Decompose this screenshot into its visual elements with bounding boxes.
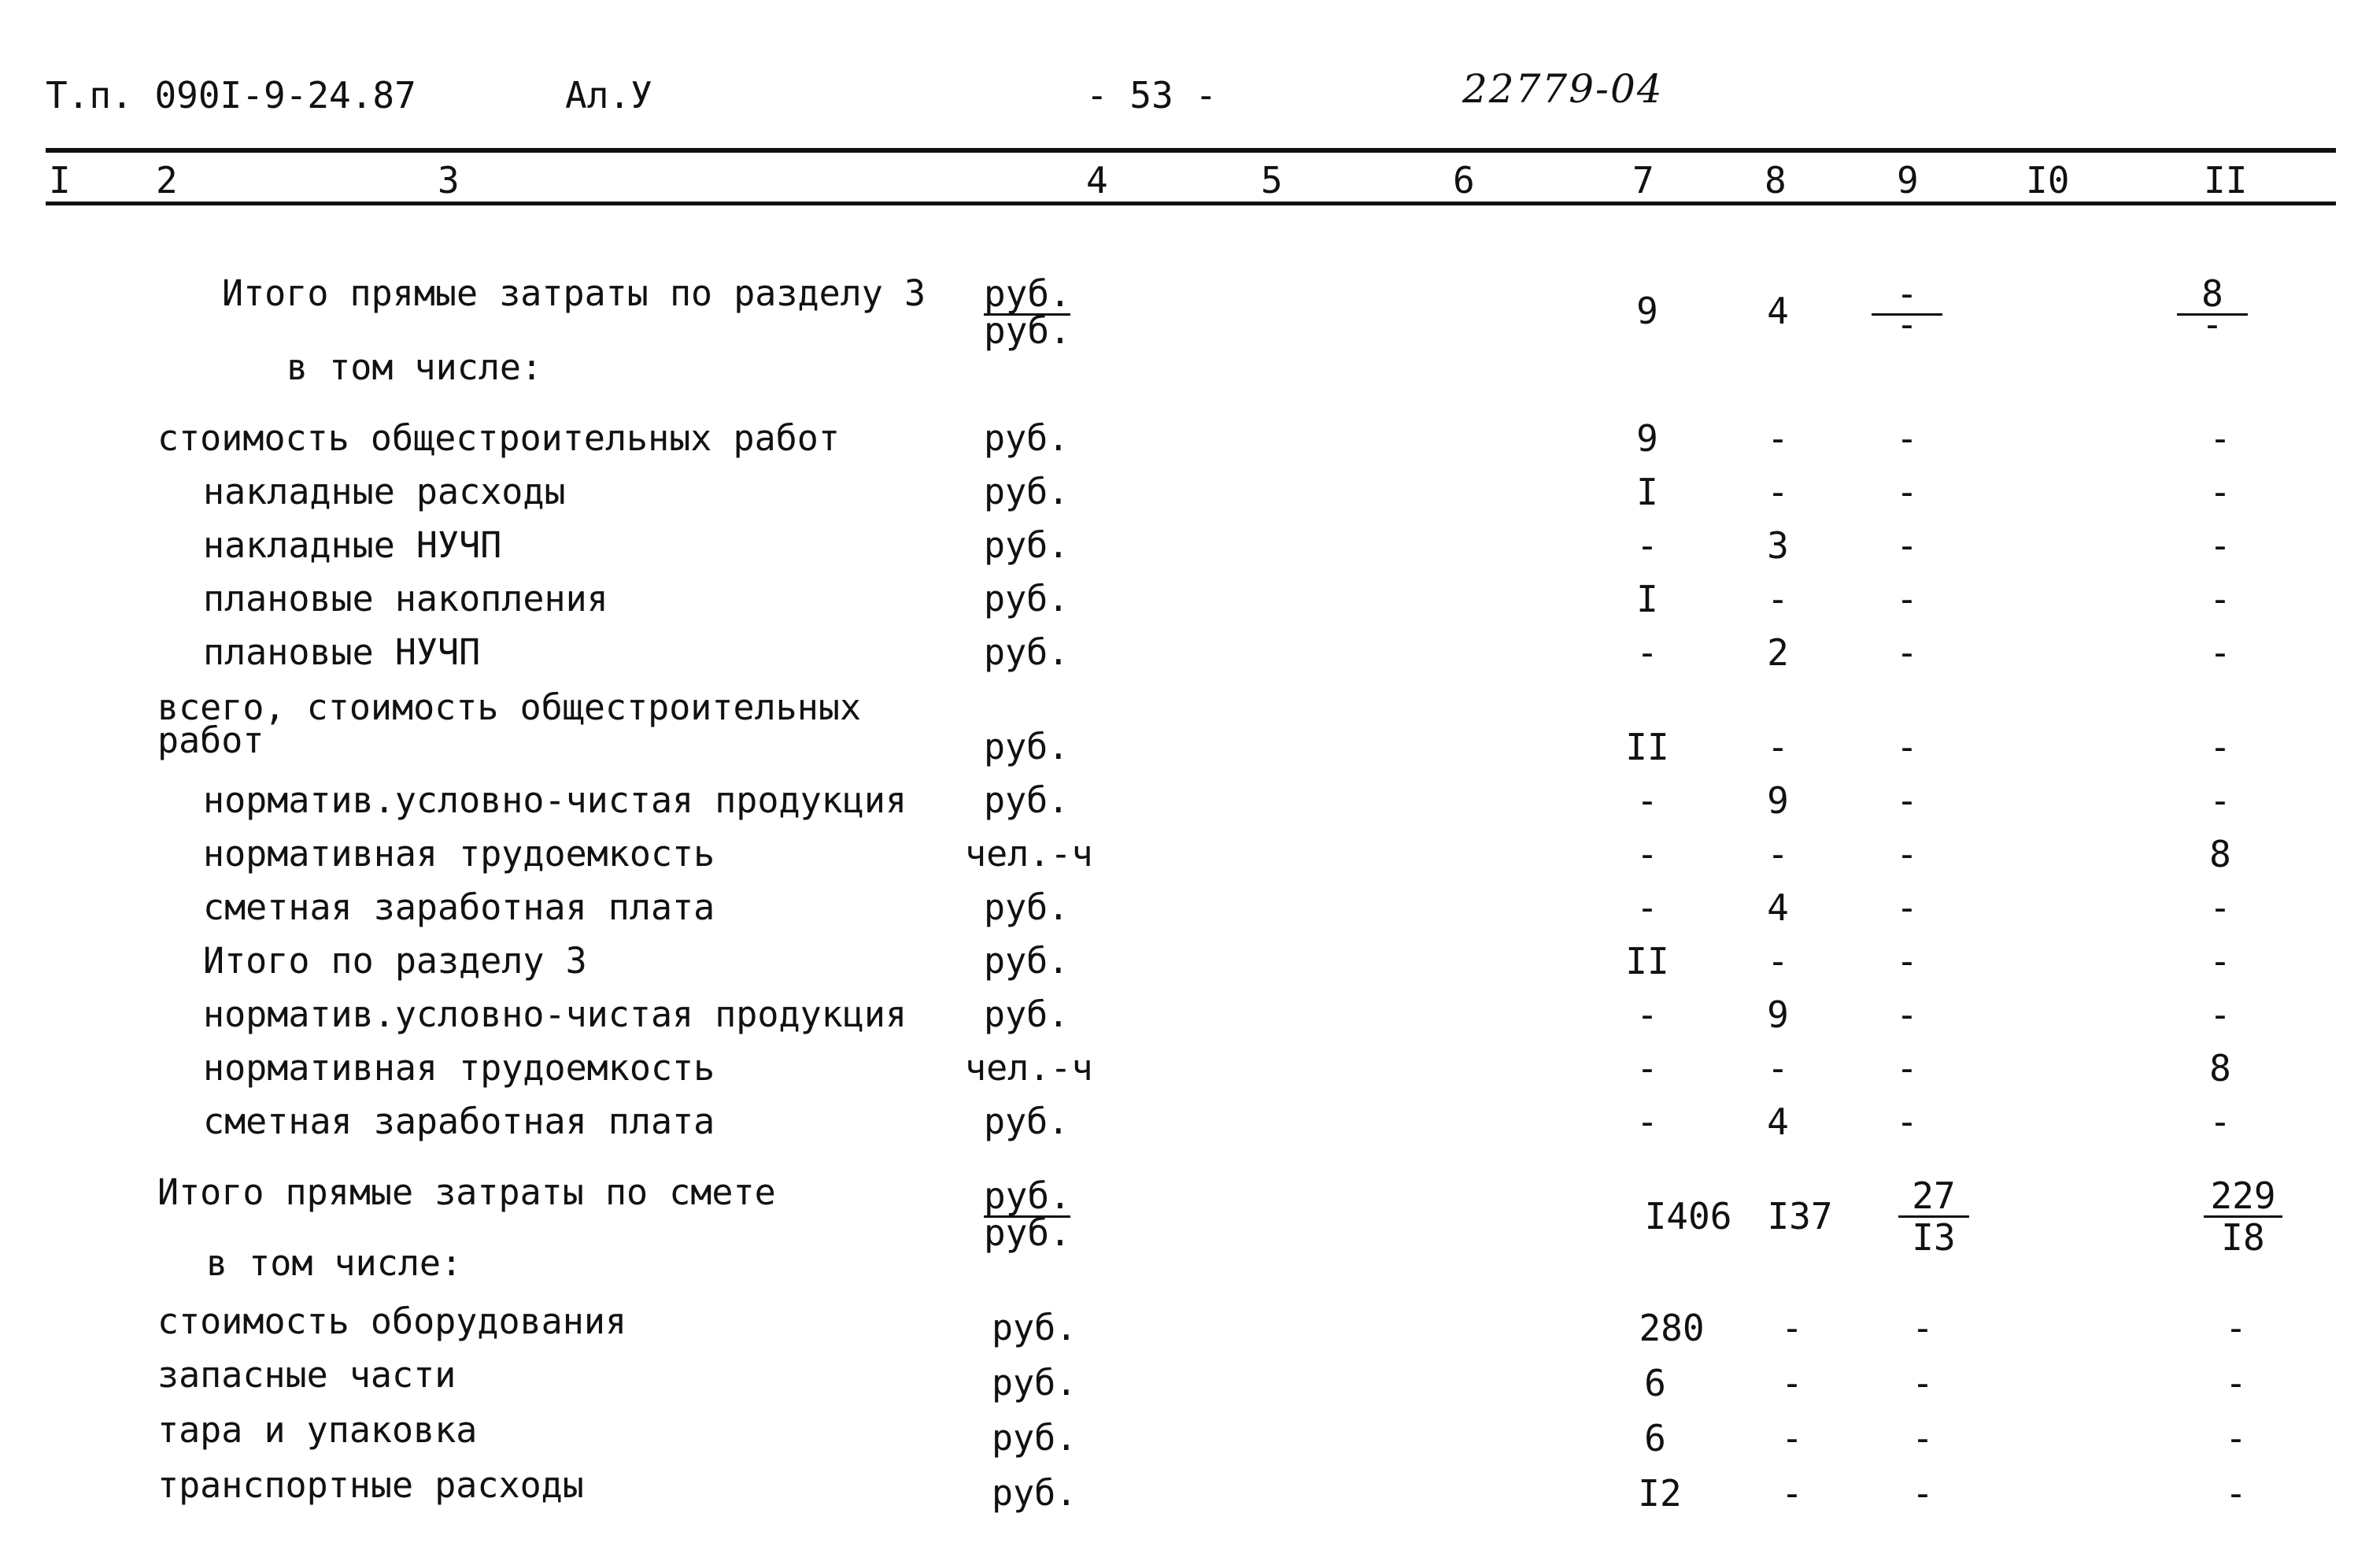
cell-col8: - bbox=[1767, 471, 1789, 513]
cell-col9: - bbox=[1896, 1047, 1918, 1089]
unit-denominator: руб. bbox=[984, 309, 1071, 352]
row-label: накладные НУЧП bbox=[203, 524, 502, 566]
cell-col9-numerator: - bbox=[1872, 276, 1942, 316]
page-number: - 53 - bbox=[1086, 74, 1218, 117]
cell-col8: 4 bbox=[1767, 290, 1789, 332]
column-number-6: 6 bbox=[1453, 159, 1475, 202]
cell-col8: - bbox=[1781, 1362, 1803, 1404]
cell-col7: 9 bbox=[1636, 417, 1658, 460]
row-label: Итого прямые затраты по разделу 3 bbox=[222, 272, 926, 314]
header-rule-bottom bbox=[46, 202, 2336, 205]
column-number-7: 7 bbox=[1632, 159, 1654, 202]
column-number-3: 3 bbox=[438, 159, 460, 202]
cell-col7: - bbox=[1636, 524, 1658, 567]
cell-col9-denominator: I3 bbox=[1912, 1216, 1956, 1259]
unit-denominator: руб. bbox=[984, 1211, 1071, 1254]
row-label: плановые НУЧП bbox=[203, 631, 481, 673]
row-unit: руб. bbox=[992, 1362, 1077, 1404]
row-label: тара и упаковка bbox=[157, 1409, 478, 1451]
header-rule-top bbox=[46, 148, 2336, 153]
cell-col8: 3 bbox=[1767, 524, 1789, 567]
row-unit: чел.-ч bbox=[965, 1047, 1093, 1089]
cell-col7: 280 bbox=[1639, 1307, 1705, 1349]
cell-col8: I37 bbox=[1767, 1195, 1833, 1237]
cell-col11: 8 bbox=[2209, 833, 2231, 875]
cell-col9: - bbox=[1912, 1307, 1934, 1349]
cell-col7: I bbox=[1636, 471, 1658, 513]
row-label: всего, стоимость общестроительных bbox=[157, 686, 862, 728]
handwritten-number: 22779-04 bbox=[1462, 66, 1664, 112]
cell-col8: 9 bbox=[1767, 779, 1789, 822]
cell-col11: - bbox=[2209, 940, 2231, 982]
cell-col9: - bbox=[1896, 940, 1918, 982]
cell-col7: - bbox=[1636, 886, 1658, 929]
cell-col8: - bbox=[1767, 417, 1789, 460]
row-unit: руб. bbox=[984, 1100, 1070, 1142]
album-label: Ал.У bbox=[565, 74, 652, 117]
cell-col9: - bbox=[1912, 1362, 1934, 1404]
cell-col9: - bbox=[1896, 471, 1918, 513]
row-unit: руб. bbox=[992, 1307, 1077, 1348]
row-label: Итого по разделу 3 bbox=[203, 940, 587, 982]
cell-col11: - bbox=[2209, 524, 2231, 567]
cell-col7: 9 bbox=[1636, 290, 1658, 332]
cell-col8: - bbox=[1781, 1307, 1803, 1349]
row-label: транспортные расходы bbox=[157, 1464, 584, 1506]
row-unit: руб. bbox=[984, 471, 1070, 512]
cell-col7: I406 bbox=[1644, 1195, 1732, 1237]
cell-col9: - bbox=[1896, 417, 1918, 460]
row-unit: руб. bbox=[984, 779, 1070, 821]
unit-numerator: руб. bbox=[984, 272, 1071, 315]
cell-col7: 6 bbox=[1644, 1417, 1666, 1459]
row-label: сметная заработная плата bbox=[203, 1100, 715, 1142]
column-number-2: 2 bbox=[156, 159, 178, 202]
row-label: сметная заработная плата bbox=[203, 886, 715, 928]
cell-col11-fraction bbox=[2177, 272, 2248, 346]
column-number-8: 8 bbox=[1765, 159, 1787, 202]
cell-col11-numerator: 229 bbox=[2204, 1178, 2282, 1218]
cell-col9: - bbox=[1912, 1472, 1934, 1515]
row-label: в том числе: bbox=[206, 1242, 463, 1284]
row-label: плановые накопления bbox=[203, 578, 608, 620]
row-label: Итого прямые затраты по смете bbox=[157, 1171, 776, 1213]
cell-col9: - bbox=[1896, 631, 1918, 674]
row-label-continued: работ bbox=[157, 719, 264, 761]
row-label: норматив.условно-чистая продукция bbox=[203, 779, 907, 821]
column-number-10: I0 bbox=[2026, 159, 2070, 202]
unit-numerator: руб. bbox=[984, 1174, 1071, 1217]
cell-col11: 8 bbox=[2209, 1047, 2231, 1089]
cell-col9-fraction bbox=[1898, 1174, 1969, 1259]
cell-col11-denominator: - bbox=[2201, 303, 2223, 346]
cell-col8: 4 bbox=[1767, 886, 1789, 929]
cell-col9: - bbox=[1896, 993, 1918, 1036]
unit-fraction bbox=[984, 272, 1071, 352]
cell-col7: - bbox=[1636, 631, 1658, 674]
cell-col8: - bbox=[1781, 1472, 1803, 1515]
cell-col7: - bbox=[1636, 779, 1658, 822]
cell-col11: - bbox=[2209, 993, 2231, 1036]
cell-col11: - bbox=[2209, 578, 2231, 620]
cell-col7: II bbox=[1625, 726, 1669, 768]
row-unit: руб. bbox=[984, 886, 1070, 928]
column-number-4: 4 bbox=[1086, 159, 1108, 202]
row-unit: руб. bbox=[984, 631, 1070, 673]
cell-col8: - bbox=[1767, 940, 1789, 982]
row-label: норматив.условно-чистая продукция bbox=[203, 993, 907, 1035]
row-label: накладные расходы bbox=[203, 471, 566, 512]
cell-col7: - bbox=[1636, 1100, 1658, 1143]
cell-col11-denominator: I8 bbox=[2221, 1216, 2265, 1259]
cell-col9: - bbox=[1912, 1417, 1934, 1459]
cell-col11: - bbox=[2209, 471, 2231, 513]
row-label: нормативная трудоемкость bbox=[203, 1047, 715, 1089]
cell-col11: - bbox=[2209, 886, 2231, 929]
cell-col7: II bbox=[1625, 940, 1669, 982]
row-unit: руб. bbox=[992, 1417, 1077, 1459]
row-unit: руб. bbox=[984, 726, 1070, 768]
row-unit: руб. bbox=[992, 1472, 1077, 1514]
cell-col9-fraction bbox=[1872, 272, 1942, 346]
cell-col9: - bbox=[1896, 833, 1918, 875]
cell-col8: - bbox=[1781, 1417, 1803, 1459]
cell-col11: - bbox=[2225, 1472, 2247, 1515]
row-label: стоимость общестроительных работ bbox=[157, 417, 840, 459]
cell-col7: I bbox=[1636, 578, 1658, 620]
cell-col8: - bbox=[1767, 578, 1789, 620]
cell-col7: 6 bbox=[1644, 1362, 1666, 1404]
cell-col9: - bbox=[1896, 886, 1918, 929]
row-label: нормативная трудоемкость bbox=[203, 833, 715, 875]
row-unit: чел.-ч bbox=[965, 833, 1093, 875]
cell-col9-denominator: - bbox=[1896, 303, 1918, 346]
cell-col11: - bbox=[2209, 417, 2231, 460]
row-label: стоимость оборудования bbox=[157, 1300, 627, 1342]
cell-col9: - bbox=[1896, 524, 1918, 567]
cell-col7: - bbox=[1636, 993, 1658, 1036]
cell-col8: - bbox=[1767, 1047, 1789, 1089]
cell-col11: - bbox=[2209, 631, 2231, 674]
column-number-1: I bbox=[49, 159, 71, 202]
row-unit: руб. bbox=[984, 417, 1070, 459]
column-number-9: 9 bbox=[1897, 159, 1919, 202]
cell-col11: - bbox=[2209, 726, 2231, 768]
cell-col9: - bbox=[1896, 578, 1918, 620]
row-unit: руб. bbox=[984, 578, 1070, 620]
row-label: запасные части bbox=[157, 1354, 456, 1396]
cell-col8: - bbox=[1767, 726, 1789, 768]
cell-col8: 4 bbox=[1767, 1100, 1789, 1143]
cell-col8: 9 bbox=[1767, 993, 1789, 1036]
cell-col7: - bbox=[1636, 833, 1658, 875]
cell-col9: - bbox=[1896, 1100, 1918, 1143]
row-label: в том числе: bbox=[286, 346, 543, 388]
column-number-5: 5 bbox=[1261, 159, 1283, 202]
cell-col11: - bbox=[2225, 1417, 2247, 1459]
cell-col7: - bbox=[1636, 1047, 1658, 1089]
row-unit: руб. bbox=[984, 524, 1070, 566]
cell-col8: 2 bbox=[1767, 631, 1789, 674]
unit-fraction bbox=[984, 1174, 1071, 1254]
cell-col11: - bbox=[2225, 1307, 2247, 1349]
cell-col7: I2 bbox=[1638, 1472, 1682, 1515]
doc-code: Т.п. 090I-9-24.87 bbox=[46, 74, 416, 117]
cell-col8: - bbox=[1767, 833, 1789, 875]
row-unit: руб. bbox=[984, 940, 1070, 982]
cell-col11: - bbox=[2225, 1362, 2247, 1404]
cell-col9-numerator: 27 bbox=[1898, 1178, 1969, 1218]
row-unit: руб. bbox=[984, 993, 1070, 1035]
cell-col11: - bbox=[2209, 1100, 2231, 1143]
cell-col9: - bbox=[1896, 779, 1918, 822]
column-number-11: II bbox=[2204, 159, 2248, 202]
cell-col11-numerator: 8 bbox=[2177, 276, 2248, 316]
cell-col11-fraction bbox=[2204, 1174, 2282, 1259]
cell-col11: - bbox=[2209, 779, 2231, 822]
cell-col9: - bbox=[1896, 726, 1918, 768]
